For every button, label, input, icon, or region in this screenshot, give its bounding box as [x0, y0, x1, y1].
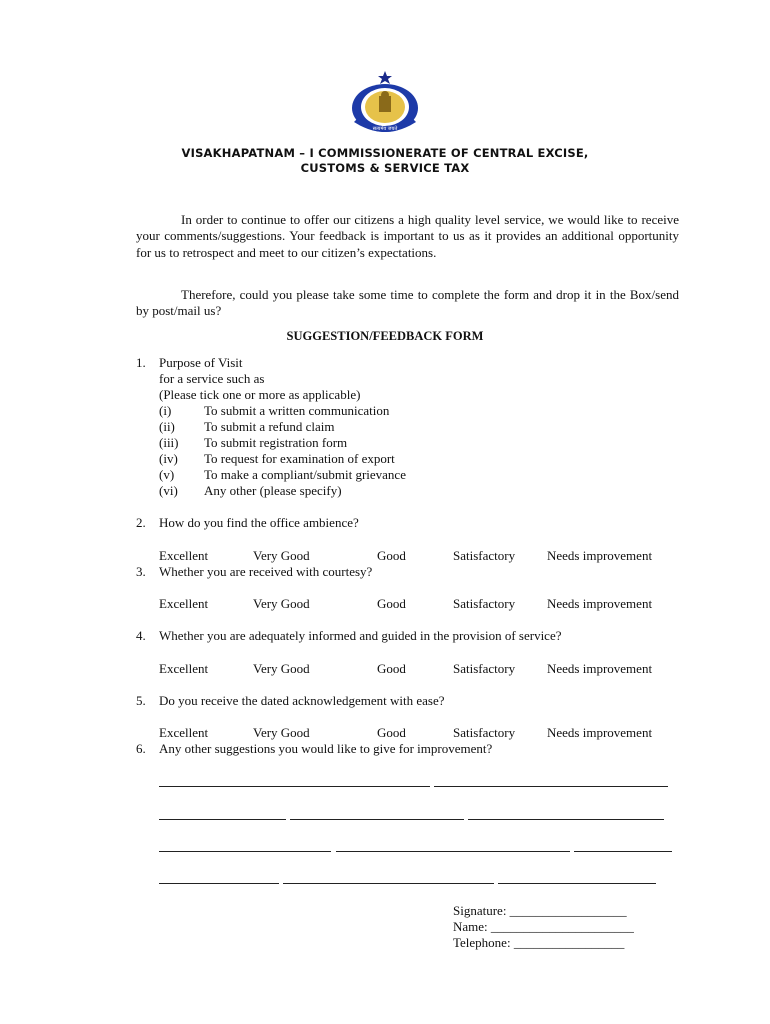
- rating-needs-improvement[interactable]: Needs improvement: [547, 596, 653, 611]
- purpose-text: To submit registration form: [204, 435, 348, 450]
- rating-very-good[interactable]: Very Good: [253, 596, 310, 611]
- title-line-2: CUSTOMS & SERVICE TAX: [300, 161, 470, 175]
- question-number: 6.: [136, 741, 146, 756]
- question-number: 3.: [136, 564, 146, 579]
- rating-good[interactable]: Good: [377, 548, 406, 563]
- purpose-text: Any other (please specify): [204, 483, 342, 498]
- rating-excellent[interactable]: Excellent: [159, 661, 209, 676]
- rating-very-good[interactable]: Very Good: [253, 725, 310, 740]
- roman-numeral: (vi): [159, 483, 178, 498]
- svg-text:सत्यमेव जयते: सत्यमेव जयते: [372, 126, 398, 132]
- title-line-1: VISAKHAPATNAM – I COMMISSIONERATE OF CENTRAL EXCISE,: [181, 146, 589, 160]
- suggestion-line[interactable]: [159, 851, 331, 852]
- purpose-text: To make a compliant/submit grievance: [204, 467, 406, 482]
- question-text: Whether you are received with courtesy?: [159, 564, 373, 579]
- rating-needs-improvement[interactable]: Needs improvement: [547, 725, 653, 740]
- rating-needs-improvement[interactable]: Needs improvement: [547, 548, 653, 563]
- roman-numeral: (i): [159, 403, 172, 418]
- suggestion-line[interactable]: [283, 883, 494, 884]
- rating-excellent[interactable]: Excellent: [159, 725, 209, 740]
- purpose-option-3[interactable]: [159, 435, 348, 451]
- rating-satisfactory[interactable]: Satisfactory: [453, 661, 516, 676]
- rating-good[interactable]: Good: [377, 661, 406, 676]
- rating-good[interactable]: Good: [377, 596, 406, 611]
- question-text: Do you receive the dated acknowledgement with ease?: [159, 693, 445, 708]
- purpose-text: To submit a written communication: [204, 403, 390, 418]
- purpose-option-1[interactable]: [159, 403, 390, 419]
- intro-paragraph-2: Therefore, could you please take some time to complete the form and drop it in the Box/send by post/mail us?: [136, 287, 679, 319]
- suggestion-line[interactable]: [468, 819, 664, 820]
- roman-numeral: (v): [159, 467, 175, 482]
- purpose-option-5[interactable]: [159, 467, 406, 483]
- customs-emblem-logo: [346, 70, 424, 140]
- rating-satisfactory[interactable]: Satisfactory: [453, 548, 516, 563]
- purpose-option-2[interactable]: [159, 419, 335, 435]
- question-number: 2.: [136, 515, 146, 530]
- question-text: Whether you are adequately informed and guided in the provision of service?: [159, 628, 562, 643]
- suggestion-line[interactable]: [159, 883, 279, 884]
- page-title: [0, 146, 770, 176]
- question-number: 4.: [136, 628, 146, 643]
- suggestion-line[interactable]: [159, 786, 430, 787]
- purpose-text: To request for examination of export: [204, 451, 395, 466]
- question-1-line-2: for a service such as: [159, 371, 265, 386]
- roman-numeral: (iv): [159, 451, 178, 466]
- question-number: 5.: [136, 693, 146, 708]
- question-number: 1.: [136, 355, 146, 370]
- telephone-field[interactable]: Telephone: _________________: [453, 935, 625, 950]
- rating-excellent[interactable]: Excellent: [159, 548, 209, 563]
- roman-numeral: (iii): [159, 435, 179, 450]
- question-text: Any other suggestions you would like to give for improvement?: [159, 741, 493, 756]
- signature-field[interactable]: Signature: __________________: [453, 903, 627, 918]
- question-1-line-3: (Please tick one or more as applicable): [159, 387, 361, 402]
- suggestion-line[interactable]: [498, 883, 656, 884]
- suggestion-line[interactable]: [434, 786, 668, 787]
- purpose-option-6[interactable]: [159, 483, 342, 499]
- rating-satisfactory[interactable]: Satisfactory: [453, 725, 516, 740]
- rating-satisfactory[interactable]: Satisfactory: [453, 596, 516, 611]
- purpose-option-4[interactable]: [159, 451, 395, 467]
- suggestion-line[interactable]: [159, 819, 286, 820]
- suggestion-line[interactable]: [290, 819, 464, 820]
- question-text: How do you find the office ambience?: [159, 515, 359, 530]
- rating-good[interactable]: Good: [377, 725, 406, 740]
- rating-very-good[interactable]: Very Good: [253, 548, 310, 563]
- intro-paragraph-1: In order to continue to offer our citizens a high quality level service, we would like to receive your comments/suggestions. Your feedback is important to us as it provides an additional opportunity for us to retrospect and meet to our citizen’s expectations.: [136, 212, 679, 260]
- suggestion-line[interactable]: [336, 851, 570, 852]
- name-field[interactable]: Name: ______________________: [453, 919, 634, 934]
- rating-excellent[interactable]: Excellent: [159, 596, 209, 611]
- roman-numeral: (ii): [159, 419, 175, 434]
- purpose-text: To submit a refund claim: [204, 419, 335, 434]
- rating-very-good[interactable]: Very Good: [253, 661, 310, 676]
- question-1-line-1: Purpose of Visit: [159, 355, 243, 370]
- form-title: SUGGESTION/FEEDBACK FORM: [286, 329, 484, 343]
- suggestion-line[interactable]: [574, 851, 672, 852]
- rating-needs-improvement[interactable]: Needs improvement: [547, 661, 653, 676]
